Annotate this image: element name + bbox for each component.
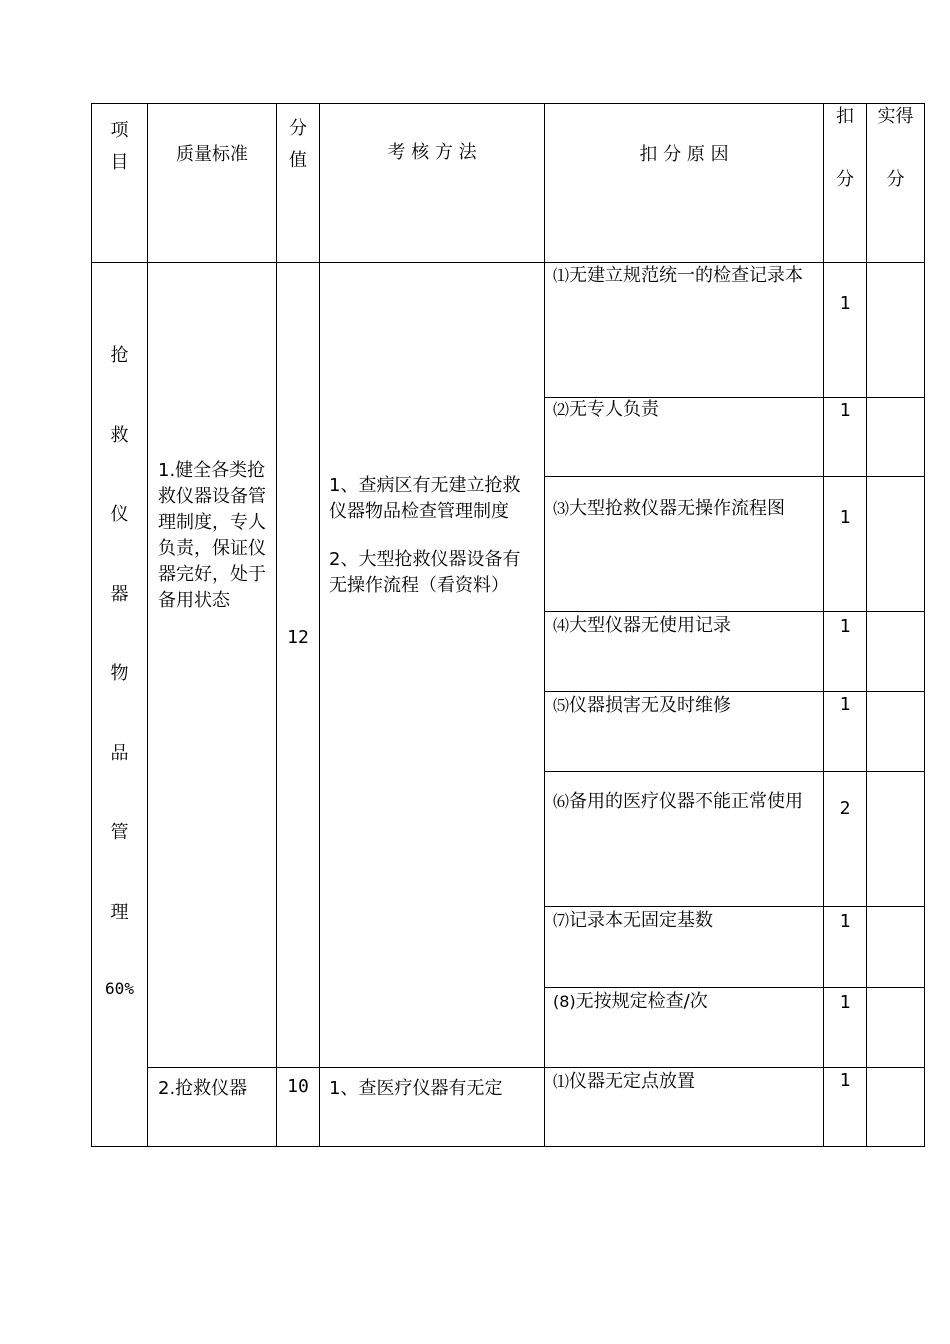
reason-text: 无专人负责 (569, 399, 660, 420)
actual-score-cell (867, 692, 925, 772)
actual-score-cell (867, 398, 925, 477)
table-row (92, 1068, 925, 1147)
quality-assessment-table (91, 103, 925, 1147)
deduct-cell: 1 (824, 612, 867, 692)
header-method-label: 考 核 方 法 (387, 142, 477, 163)
header-actual (867, 104, 925, 263)
deduct-cell: 2 (824, 772, 867, 907)
header-item (92, 104, 148, 263)
project-char: 仪 (110, 504, 129, 525)
project-char: 管 (110, 822, 129, 843)
reason-number: ⑴ (553, 1072, 570, 1091)
score-2: 10 (277, 1068, 320, 1147)
project-char: 理 (110, 901, 129, 923)
standard-2: 2.抢救仪器 (148, 1068, 277, 1147)
reason-text: 记录本无固定基数 (569, 910, 714, 931)
header-method (320, 104, 545, 263)
header-deduct-line-2: 分 (836, 169, 854, 190)
method-1-item-2: 2、大型抢救仪器设备有无操作流程（看资料） (329, 549, 521, 596)
method-1 (320, 263, 545, 1068)
project-char: 抢 (110, 345, 129, 366)
header-actual-line-2: 分 (886, 169, 905, 190)
reason-text: 无建立规范统一的检查记录本 (569, 265, 804, 286)
reason-number: ⑷ (553, 616, 570, 635)
header-item-line-1: 项 (110, 120, 129, 141)
project-percent: 60% (105, 978, 134, 998)
actual-score-cell (867, 263, 925, 398)
header-reason (545, 104, 824, 263)
standard-1: 1.健全各类抢救仪器设备管理制度，专人负责，保证仪器完好，处于备用状态 (148, 263, 277, 1068)
method-1-item-1: 1、查病区有无建立抢救仪器物品检查管理制度 (329, 475, 521, 522)
project-char: 物 (110, 663, 129, 684)
actual-score-cell (867, 988, 925, 1068)
project-char: 器 (110, 583, 129, 605)
method-2: 1、查医疗仪器有无定 (320, 1068, 545, 1147)
project-char: 品 (110, 742, 129, 764)
table-row (92, 263, 925, 398)
header-row (92, 104, 925, 263)
reason-text: 大型仪器无使用记录 (569, 615, 732, 636)
reason-text: 仪器无定点放置 (569, 1071, 696, 1092)
reason-text: 大型抢救仪器无操作流程图 (569, 498, 786, 519)
reason-cell (545, 988, 824, 1068)
reason-cell (545, 772, 824, 907)
score-1: 12 (277, 263, 320, 1068)
reason-cell (545, 263, 824, 398)
reason-number: ⑺ (553, 911, 570, 930)
deduct-cell: 1 (824, 692, 867, 772)
actual-score-cell (867, 1068, 925, 1147)
reason-number: ⑸ (553, 696, 570, 715)
deduct-cell: 1 (824, 907, 867, 988)
reason-number: ⑶ (553, 499, 570, 518)
reason-cell (545, 398, 824, 477)
reason-cell (545, 692, 824, 772)
reason-number: (8) (553, 992, 576, 1011)
header-reason-label: 扣 分 原 因 (639, 144, 729, 165)
actual-score-cell (867, 477, 925, 612)
reason-cell (545, 477, 824, 612)
reason-number: ⑹ (553, 792, 570, 811)
reason-cell (545, 907, 824, 988)
reason-text: 备用的医疗仪器不能正常使用 (569, 791, 804, 812)
header-deduct-line-1: 扣 (836, 106, 854, 127)
header-score (277, 104, 320, 263)
project-char: 救 (110, 424, 129, 446)
reason-text: 无按规定检查/次 (575, 991, 708, 1012)
deduct-cell: 1 (824, 988, 867, 1068)
header-standard (148, 104, 277, 263)
deduct-cell: 1 (824, 263, 867, 398)
actual-score-cell (867, 772, 925, 907)
reason-text: 仪器损害无及时维修 (569, 695, 732, 716)
header-score-line-1: 分 (289, 118, 307, 139)
reason-cell (545, 612, 824, 692)
actual-score-cell (867, 907, 925, 988)
deduct-cell: 1 (824, 398, 867, 477)
header-deduct (824, 104, 867, 263)
header-standard-label: 质量标准 (176, 144, 248, 165)
reason-cell (545, 1068, 824, 1147)
header-score-line-2: 值 (289, 150, 307, 171)
reason-number: ⑴ (553, 266, 570, 285)
deduct-cell: 1 (824, 1068, 867, 1147)
header-actual-line-1: 实得 (877, 106, 914, 127)
reason-number: ⑵ (553, 400, 570, 419)
header-item-line-2: 目 (110, 152, 129, 173)
actual-score-cell (867, 612, 925, 692)
deduct-cell: 1 (824, 477, 867, 612)
project-cell (92, 263, 148, 1147)
